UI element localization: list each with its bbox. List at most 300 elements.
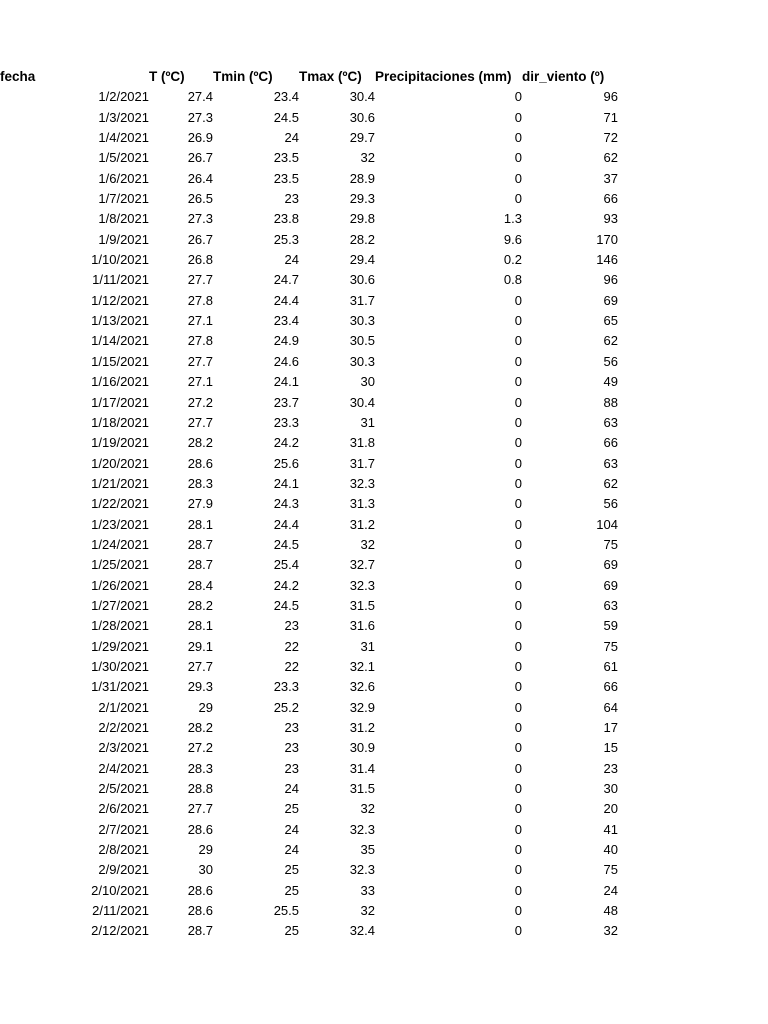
cell-t: 27.1 <box>187 313 213 329</box>
cell-t: 27.7 <box>187 353 213 369</box>
table-body <box>0 87 618 941</box>
cell-dir-viento: 69 <box>603 577 618 593</box>
table-row <box>0 799 618 819</box>
table-row <box>0 474 618 494</box>
cell-precipitaciones: 0 <box>514 577 522 593</box>
cell-precipitaciones: 0 <box>514 435 522 451</box>
cell-precipitaciones: 0 <box>514 821 522 837</box>
cell-tmax: 31.7 <box>349 455 375 471</box>
cell-dir-viento: 56 <box>603 496 618 512</box>
cell-precipitaciones: 0 <box>514 801 522 817</box>
cell-tmin: 23.7 <box>273 394 299 410</box>
cell-t: 26.5 <box>187 191 213 207</box>
cell-t: 28.3 <box>187 760 213 776</box>
cell-precipitaciones: 0 <box>514 882 522 898</box>
cell-dir-viento: 66 <box>603 679 618 695</box>
cell-tmin: 23.3 <box>273 679 299 695</box>
cell-fecha: 1/18/2021 <box>91 414 149 430</box>
table-row <box>0 515 618 535</box>
cell-precipitaciones: 0 <box>514 333 522 349</box>
cell-dir-viento: 56 <box>603 353 618 369</box>
cell-t: 27.3 <box>187 109 213 125</box>
column-header-dir-viento: dir_viento (º) <box>522 69 605 84</box>
cell-tmax: 31 <box>360 414 375 430</box>
cell-dir-viento: 63 <box>603 414 618 430</box>
cell-tmin: 24.9 <box>273 333 299 349</box>
table-row <box>0 372 618 392</box>
cell-precipitaciones: 9.6 <box>503 231 522 247</box>
cell-tmin: 24.3 <box>273 496 299 512</box>
cell-tmin: 25 <box>284 882 299 898</box>
cell-t: 28.7 <box>187 557 213 573</box>
cell-tmin: 25.6 <box>273 455 299 471</box>
cell-dir-viento: 17 <box>603 720 618 735</box>
cell-dir-viento: 37 <box>603 170 618 186</box>
cell-precipitaciones: 0 <box>514 394 522 410</box>
cell-tmin: 23.4 <box>273 89 299 105</box>
cell-tmax: 30.4 <box>349 89 375 105</box>
cell-t: 27.8 <box>187 292 213 308</box>
cell-dir-viento: 15 <box>603 740 618 756</box>
cell-tmax: 32 <box>360 150 375 166</box>
table-row <box>0 881 618 901</box>
table-row <box>0 108 618 128</box>
table-row <box>0 779 618 799</box>
cell-precipitaciones: 0 <box>514 760 522 776</box>
cell-fecha: 1/15/2021 <box>91 353 149 369</box>
table-row <box>0 291 618 311</box>
cell-t: 28.6 <box>187 455 213 471</box>
cell-dir-viento: 88 <box>603 394 618 410</box>
cell-fecha: 2/6/2021 <box>98 801 149 817</box>
cell-t: 26.9 <box>187 130 213 146</box>
table-row <box>0 840 618 860</box>
cell-fecha: 1/13/2021 <box>91 313 149 329</box>
table-row <box>0 454 618 474</box>
table-row <box>0 352 618 372</box>
cell-tmax: 31.2 <box>349 516 375 532</box>
cell-tmax: 30.4 <box>349 394 375 410</box>
cell-tmax: 30.6 <box>349 272 375 288</box>
cell-tmin: 24 <box>284 842 299 858</box>
table-row <box>0 433 618 453</box>
cell-tmin: 23 <box>284 720 299 735</box>
cell-tmin: 24.2 <box>273 577 299 593</box>
cell-dir-viento: 75 <box>603 536 618 552</box>
cell-precipitaciones: 0 <box>514 170 522 186</box>
table-row <box>0 169 618 189</box>
cell-fecha: 1/27/2021 <box>91 597 149 613</box>
cell-fecha: 1/19/2021 <box>91 435 149 451</box>
cell-precipitaciones: 0 <box>514 740 522 756</box>
cell-dir-viento: 63 <box>603 597 618 613</box>
table-row <box>0 209 618 229</box>
cell-t: 29.1 <box>187 638 213 654</box>
cell-dir-viento: 49 <box>603 374 618 390</box>
cell-dir-viento: 20 <box>603 801 618 817</box>
table-row <box>0 901 618 921</box>
cell-fecha: 2/8/2021 <box>98 842 149 858</box>
cell-tmin: 22 <box>284 638 299 654</box>
cell-fecha: 1/28/2021 <box>91 618 149 634</box>
cell-precipitaciones: 0 <box>514 374 522 390</box>
table-row <box>0 616 618 636</box>
cell-dir-viento: 65 <box>603 313 618 329</box>
cell-tmax: 31.4 <box>349 760 375 776</box>
cell-tmin: 25.5 <box>273 903 299 919</box>
cell-precipitaciones: 0 <box>514 557 522 573</box>
cell-dir-viento: 40 <box>603 842 618 858</box>
cell-tmax: 32.3 <box>349 821 375 837</box>
cell-fecha: 1/26/2021 <box>91 577 149 593</box>
cell-tmin: 24.6 <box>273 353 299 369</box>
cell-tmin: 25.3 <box>273 231 299 247</box>
cell-fecha: 1/2/2021 <box>98 89 149 105</box>
cell-precipitaciones: 0 <box>514 516 522 532</box>
cell-tmax: 28.2 <box>349 231 375 247</box>
cell-tmin: 24.5 <box>273 536 299 552</box>
cell-dir-viento: 66 <box>603 435 618 451</box>
cell-tmax: 31 <box>360 638 375 654</box>
cell-dir-viento: 61 <box>603 658 618 674</box>
cell-t: 28.2 <box>187 597 213 613</box>
cell-dir-viento: 63 <box>603 455 618 471</box>
cell-tmax: 32.7 <box>349 557 375 573</box>
cell-precipitaciones: 0 <box>514 903 522 919</box>
cell-dir-viento: 48 <box>603 903 618 919</box>
cell-tmin: 24 <box>284 821 299 837</box>
cell-fecha: 2/2/2021 <box>98 720 149 735</box>
cell-tmin: 24.4 <box>273 516 299 532</box>
cell-fecha: 1/25/2021 <box>91 557 149 573</box>
cell-t: 27.7 <box>187 272 213 288</box>
cell-tmax: 31.7 <box>349 292 375 308</box>
cell-t: 27.7 <box>187 414 213 430</box>
cell-t: 28.8 <box>187 781 213 797</box>
cell-tmax: 30.6 <box>349 109 375 125</box>
cell-fecha: 1/12/2021 <box>91 292 149 308</box>
cell-tmax: 32.9 <box>349 699 375 715</box>
cell-t: 29.3 <box>187 679 213 695</box>
cell-tmin: 25 <box>284 801 299 817</box>
cell-tmin: 23.5 <box>273 170 299 186</box>
cell-precipitaciones: 0.8 <box>503 272 522 288</box>
cell-fecha: 1/31/2021 <box>91 679 149 695</box>
cell-dir-viento: 32 <box>603 923 618 939</box>
column-header-t: T (ºC) <box>149 69 185 84</box>
cell-precipitaciones: 0 <box>514 496 522 512</box>
cell-t: 29 <box>198 842 213 858</box>
cell-tmax: 28.9 <box>349 170 375 186</box>
cell-tmin: 24 <box>284 252 299 268</box>
cell-tmax: 32.3 <box>349 475 375 491</box>
cell-tmin: 23 <box>284 618 299 634</box>
cell-fecha: 1/21/2021 <box>91 475 149 491</box>
cell-t: 27.2 <box>187 394 213 410</box>
cell-tmax: 32 <box>360 903 375 919</box>
cell-dir-viento: 62 <box>603 150 618 166</box>
cell-tmin: 24.7 <box>273 272 299 288</box>
column-header-fecha: fecha <box>0 69 36 84</box>
cell-t: 27.9 <box>187 496 213 512</box>
cell-tmin: 23 <box>284 760 299 776</box>
table-row <box>0 759 618 779</box>
cell-precipitaciones: 0 <box>514 353 522 369</box>
cell-fecha: 1/8/2021 <box>98 211 149 227</box>
table-row <box>0 311 618 331</box>
cell-precipitaciones: 0 <box>514 658 522 674</box>
cell-fecha: 1/30/2021 <box>91 658 149 674</box>
cell-t: 27.1 <box>187 374 213 390</box>
cell-fecha: 1/22/2021 <box>91 496 149 512</box>
cell-tmin: 23.4 <box>273 313 299 329</box>
cell-tmin: 23.3 <box>273 414 299 430</box>
cell-dir-viento: 104 <box>596 516 618 532</box>
cell-precipitaciones: 0 <box>514 618 522 634</box>
cell-tmax: 30.3 <box>349 353 375 369</box>
cell-dir-viento: 23 <box>603 760 618 776</box>
cell-tmax: 29.8 <box>349 211 375 227</box>
column-header-precipitaciones: Precipitaciones (mm) <box>375 69 512 84</box>
cell-fecha: 2/11/2021 <box>92 903 149 919</box>
cell-precipitaciones: 0 <box>514 414 522 430</box>
cell-precipitaciones: 1.3 <box>503 211 522 227</box>
cell-precipitaciones: 0 <box>514 699 522 715</box>
cell-fecha: 2/10/2021 <box>91 882 149 898</box>
cell-t: 27.7 <box>187 801 213 817</box>
header-row <box>0 67 618 87</box>
cell-tmax: 30.9 <box>349 740 375 756</box>
cell-t: 26.4 <box>187 170 213 186</box>
cell-tmax: 30.3 <box>349 313 375 329</box>
cell-t: 28.6 <box>187 821 213 837</box>
cell-dir-viento: 69 <box>603 292 618 308</box>
cell-precipitaciones: 0.2 <box>503 252 522 268</box>
cell-tmax: 32.3 <box>349 577 375 593</box>
cell-dir-viento: 71 <box>603 109 618 125</box>
cell-t: 26.7 <box>187 231 213 247</box>
cell-tmax: 29.4 <box>349 252 375 268</box>
cell-dir-viento: 24 <box>603 882 618 898</box>
cell-tmax: 31.5 <box>349 597 375 613</box>
cell-dir-viento: 146 <box>596 252 618 268</box>
cell-dir-viento: 170 <box>596 231 618 247</box>
cell-tmax: 31.3 <box>349 496 375 512</box>
cell-fecha: 1/3/2021 <box>98 109 149 125</box>
table-row <box>0 270 618 290</box>
cell-fecha: 1/24/2021 <box>91 536 149 552</box>
table-row <box>0 718 618 738</box>
cell-precipitaciones: 0 <box>514 679 522 695</box>
cell-t: 26.8 <box>187 252 213 268</box>
cell-tmin: 24.2 <box>273 435 299 451</box>
cell-tmin: 23.8 <box>273 211 299 227</box>
table-row <box>0 596 618 616</box>
cell-tmax: 32.1 <box>349 658 375 674</box>
cell-precipitaciones: 0 <box>514 89 522 105</box>
cell-t: 28.2 <box>187 435 213 451</box>
cell-tmax: 32.3 <box>349 862 375 878</box>
table-row <box>0 230 618 250</box>
cell-t: 26.7 <box>187 150 213 166</box>
cell-fecha: 1/20/2021 <box>91 455 149 471</box>
cell-fecha: 1/10/2021 <box>91 252 149 268</box>
cell-precipitaciones: 0 <box>514 862 522 878</box>
cell-precipitaciones: 0 <box>514 475 522 491</box>
cell-tmax: 33 <box>360 882 375 898</box>
cell-tmax: 32.4 <box>349 923 375 939</box>
table-row <box>0 657 618 677</box>
cell-tmax: 32 <box>360 801 375 817</box>
table-row <box>0 189 618 209</box>
cell-tmin: 22 <box>284 658 299 674</box>
cell-fecha: 2/4/2021 <box>98 760 149 776</box>
cell-t: 28.7 <box>187 536 213 552</box>
cell-dir-viento: 93 <box>603 211 618 227</box>
cell-precipitaciones: 0 <box>514 109 522 125</box>
cell-fecha: 1/6/2021 <box>98 170 149 186</box>
cell-fecha: 1/23/2021 <box>91 516 149 532</box>
cell-t: 27.8 <box>187 333 213 349</box>
cell-tmax: 35 <box>360 842 375 858</box>
cell-fecha: 1/17/2021 <box>91 394 149 410</box>
cell-dir-viento: 62 <box>603 475 618 491</box>
cell-dir-viento: 41 <box>603 821 618 837</box>
cell-precipitaciones: 0 <box>514 536 522 552</box>
cell-tmin: 24 <box>284 781 299 797</box>
cell-fecha: 1/7/2021 <box>98 191 149 207</box>
cell-t: 28.2 <box>187 720 213 735</box>
cell-fecha: 2/9/2021 <box>98 862 149 878</box>
table-row <box>0 535 618 555</box>
cell-tmax: 31.8 <box>349 435 375 451</box>
cell-tmin: 25 <box>284 923 299 939</box>
table-row <box>0 250 618 270</box>
cell-tmin: 24.5 <box>273 109 299 125</box>
cell-precipitaciones: 0 <box>514 842 522 858</box>
cell-fecha: 2/1/2021 <box>98 699 149 715</box>
cell-t: 28.3 <box>187 475 213 491</box>
cell-fecha: 1/4/2021 <box>98 130 149 146</box>
cell-dir-viento: 75 <box>603 638 618 654</box>
table-row <box>0 677 618 697</box>
table-row <box>0 820 618 840</box>
cell-tmin: 23 <box>284 740 299 756</box>
cell-t: 29 <box>198 699 213 715</box>
cell-tmax: 29.3 <box>349 191 375 207</box>
cell-dir-viento: 96 <box>603 89 618 105</box>
weather-data-table <box>0 67 618 942</box>
cell-tmax: 30.5 <box>349 333 375 349</box>
cell-t: 28.6 <box>187 903 213 919</box>
cell-precipitaciones: 0 <box>514 313 522 329</box>
cell-dir-viento: 66 <box>603 191 618 207</box>
table-row <box>0 698 618 718</box>
cell-precipitaciones: 0 <box>514 150 522 166</box>
cell-dir-viento: 75 <box>603 862 618 878</box>
cell-precipitaciones: 0 <box>514 720 522 735</box>
cell-t: 27.7 <box>187 658 213 674</box>
cell-fecha: 1/16/2021 <box>91 374 149 390</box>
cell-dir-viento: 69 <box>603 557 618 573</box>
cell-fecha: 1/5/2021 <box>98 150 149 166</box>
cell-precipitaciones: 0 <box>514 292 522 308</box>
cell-tmax: 32.6 <box>349 679 375 695</box>
table-row <box>0 87 618 107</box>
table-row <box>0 494 618 514</box>
cell-dir-viento: 62 <box>603 333 618 349</box>
column-header-tmin: Tmin (ºC) <box>213 69 273 84</box>
cell-fecha: 1/11/2021 <box>92 272 149 288</box>
table-row <box>0 576 618 596</box>
cell-fecha: 1/9/2021 <box>98 231 149 247</box>
cell-t: 30 <box>198 862 213 878</box>
cell-precipitaciones: 0 <box>514 638 522 654</box>
cell-tmax: 31.6 <box>349 618 375 634</box>
cell-precipitaciones: 0 <box>514 597 522 613</box>
table-row <box>0 921 618 941</box>
cell-fecha: 2/12/2021 <box>91 923 149 939</box>
cell-tmin: 23.5 <box>273 150 299 166</box>
cell-t: 28.1 <box>187 618 213 634</box>
cell-tmin: 25 <box>284 862 299 878</box>
cell-tmin: 23 <box>284 191 299 207</box>
cell-dir-viento: 30 <box>603 781 618 797</box>
table-row <box>0 637 618 657</box>
cell-t: 27.2 <box>187 740 213 756</box>
table-row <box>0 148 618 168</box>
cell-t: 27.4 <box>187 89 213 105</box>
cell-fecha: 1/14/2021 <box>91 333 149 349</box>
table-row <box>0 413 618 433</box>
cell-tmin: 24.1 <box>273 475 299 491</box>
cell-dir-viento: 96 <box>603 272 618 288</box>
cell-tmin: 24.1 <box>273 374 299 390</box>
cell-tmax: 31.5 <box>349 781 375 797</box>
cell-precipitaciones: 0 <box>514 455 522 471</box>
cell-tmin: 25.2 <box>273 699 299 715</box>
cell-t: 28.4 <box>187 577 213 593</box>
table-row <box>0 128 618 148</box>
cell-dir-viento: 59 <box>603 618 618 634</box>
cell-t: 28.6 <box>187 882 213 898</box>
cell-tmax: 32 <box>360 536 375 552</box>
cell-tmin: 24.4 <box>273 292 299 308</box>
cell-tmax: 29.7 <box>349 130 375 146</box>
cell-fecha: 2/7/2021 <box>98 821 149 837</box>
cell-fecha: 2/5/2021 <box>98 781 149 797</box>
cell-precipitaciones: 0 <box>514 130 522 146</box>
cell-tmin: 24 <box>284 130 299 146</box>
cell-fecha: 2/3/2021 <box>98 740 149 756</box>
cell-t: 27.3 <box>187 211 213 227</box>
cell-tmax: 30 <box>360 374 375 390</box>
cell-tmax: 31.2 <box>349 720 375 735</box>
cell-precipitaciones: 0 <box>514 923 522 939</box>
cell-fecha: 1/29/2021 <box>91 638 149 654</box>
cell-dir-viento: 72 <box>603 130 618 146</box>
cell-t: 28.7 <box>187 923 213 939</box>
cell-tmin: 25.4 <box>273 557 299 573</box>
table-row <box>0 738 618 758</box>
table-row <box>0 331 618 351</box>
table-row <box>0 860 618 880</box>
cell-t: 28.1 <box>187 516 213 532</box>
table-row <box>0 393 618 413</box>
table-row <box>0 555 618 575</box>
column-header-tmax: Tmax (ºC) <box>299 69 362 84</box>
cell-dir-viento: 64 <box>603 699 618 715</box>
